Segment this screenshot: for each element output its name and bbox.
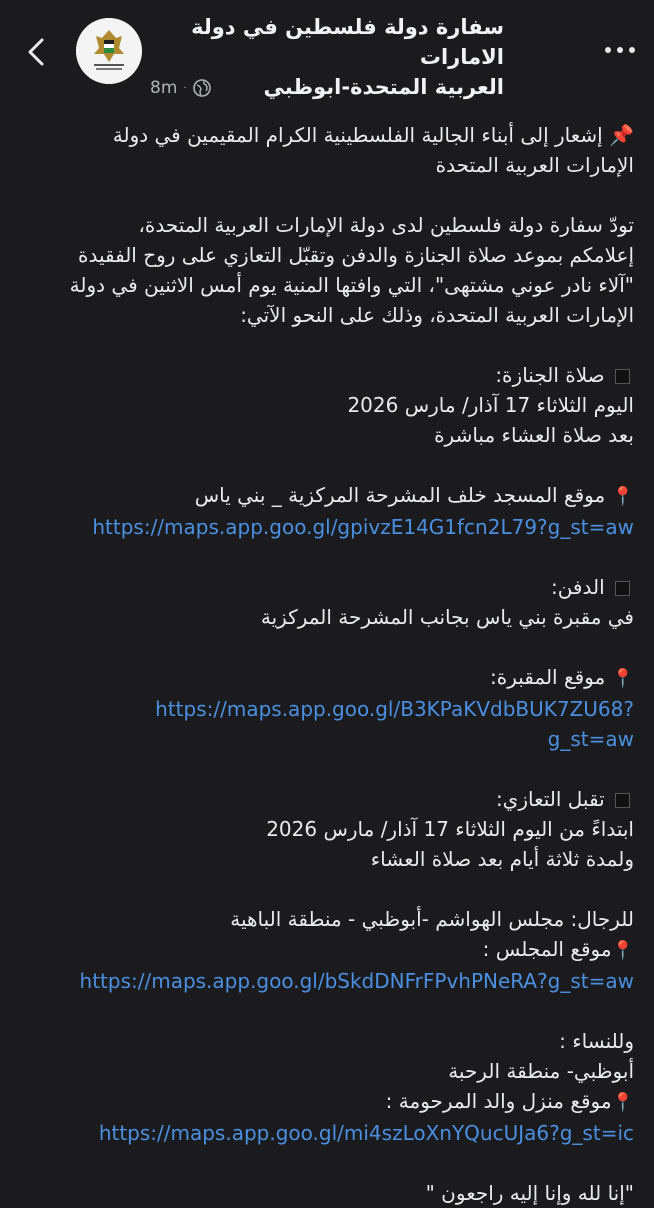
men-location: 📍موقع المجلس :: [482, 937, 634, 961]
embassy-logo-icon: [76, 18, 142, 84]
funeral-day: اليوم الثلاثاء 17 آذار/ مارس 2026: [347, 393, 634, 417]
post-time[interactable]: 8m: [150, 78, 178, 98]
square-bullet-icon: [615, 793, 630, 808]
post-meta: [150, 78, 211, 98]
women-map-link[interactable]: https://maps.app.goo.gl/mi4szLoXnYQucUJa6?g_st=ic: [98, 1121, 634, 1145]
pin-icon: 📍: [611, 486, 634, 507]
more-options-button[interactable]: [600, 40, 640, 60]
intro-line: الإمارات العربية المتحدة، وذلك على النحو الآتي:: [240, 303, 634, 327]
cemetery-location: 📍 موقع المقبرة:: [489, 665, 634, 689]
condolence-duration: ولمدة ثلاثة أيام بعد صلاة العشاء: [370, 847, 634, 871]
closing-text: "إنا لله وإنا إليه راجعون ": [425, 1181, 634, 1205]
page-title-line1: سفارة دولة فلسطين في دولة الامارات: [191, 15, 504, 69]
page-title-line2: العربية المتحدة-ابوظبي: [263, 75, 504, 99]
pin-icon: 📍: [611, 1092, 634, 1113]
women-location: 📍موقع منزل والد المرحومة :: [385, 1089, 634, 1113]
men-place: للرجال: مجلس الهواشم -أبوظبي - منطقة الباهية: [230, 907, 634, 931]
pin-icon: 📍: [611, 668, 634, 689]
post-title-line2: الإمارات العربية المتحدة: [435, 153, 634, 177]
mosque-map-link[interactable]: https://maps.app.goo.gl/gpivzE14G1fcn2L79?g_st=aw: [92, 515, 634, 539]
mosque-location: 📍 موقع المسجد خلف المشرحة المركزية _ بني ياس: [194, 483, 634, 507]
pin-icon: 📍: [611, 940, 634, 961]
globe-icon: [193, 79, 211, 97]
funeral-heading: صلاة الجنازة:: [20, 360, 634, 390]
burial-text: في مقبرة بني ياس بجانب المشرحة المركزية: [260, 605, 634, 629]
more-dots-icon: [600, 40, 640, 60]
post-body: [20, 120, 634, 1208]
chevron-left-icon: [22, 34, 52, 70]
women-place: أبوظبي- منطقة الرحبة: [448, 1059, 634, 1083]
avatar[interactable]: [76, 18, 142, 84]
cemetery-map-link[interactable]: https://maps.app.goo.gl/B3KPaKVdbBUK7ZU68? g_st=aw: [155, 697, 634, 751]
square-bullet-icon: [615, 581, 630, 596]
condolence-heading: تقبل التعازي:: [20, 784, 634, 814]
back-button[interactable]: [22, 34, 52, 70]
funeral-time: بعد صلاة العشاء مباشرة: [434, 423, 634, 447]
men-map-link[interactable]: https://maps.app.goo.gl/bSkdDNFrFPvhPNeRA?g_st=aw: [79, 969, 634, 993]
post-header: [0, 0, 654, 110]
intro-line: "آلاء نادر عوني مشتهى"، التي وافتها المنية يوم أمس الاثنين في دولة: [69, 273, 634, 297]
burial-heading: الدفن:: [20, 572, 634, 602]
intro-line: إعلامكم بموعد صلاة الجنازة والدفن وتقبّل التعازي على روح الفقيدة: [77, 243, 634, 267]
post-title-line1: 📌 إشعار إلى أبناء الجالية الفلسطينية الكرام المقيمين في دولة: [112, 123, 634, 147]
square-bullet-icon: [615, 369, 630, 384]
women-heading: وللنساء :: [559, 1029, 634, 1053]
condolence-start: ابتداءً من اليوم الثلاثاء 17 آذار/ مارس 2026: [266, 817, 634, 841]
intro-line: تودّ سفارة دولة فلسطين لدى دولة الإمارات العربية المتحدة،: [138, 213, 634, 237]
separator-dot: ·: [183, 82, 187, 94]
